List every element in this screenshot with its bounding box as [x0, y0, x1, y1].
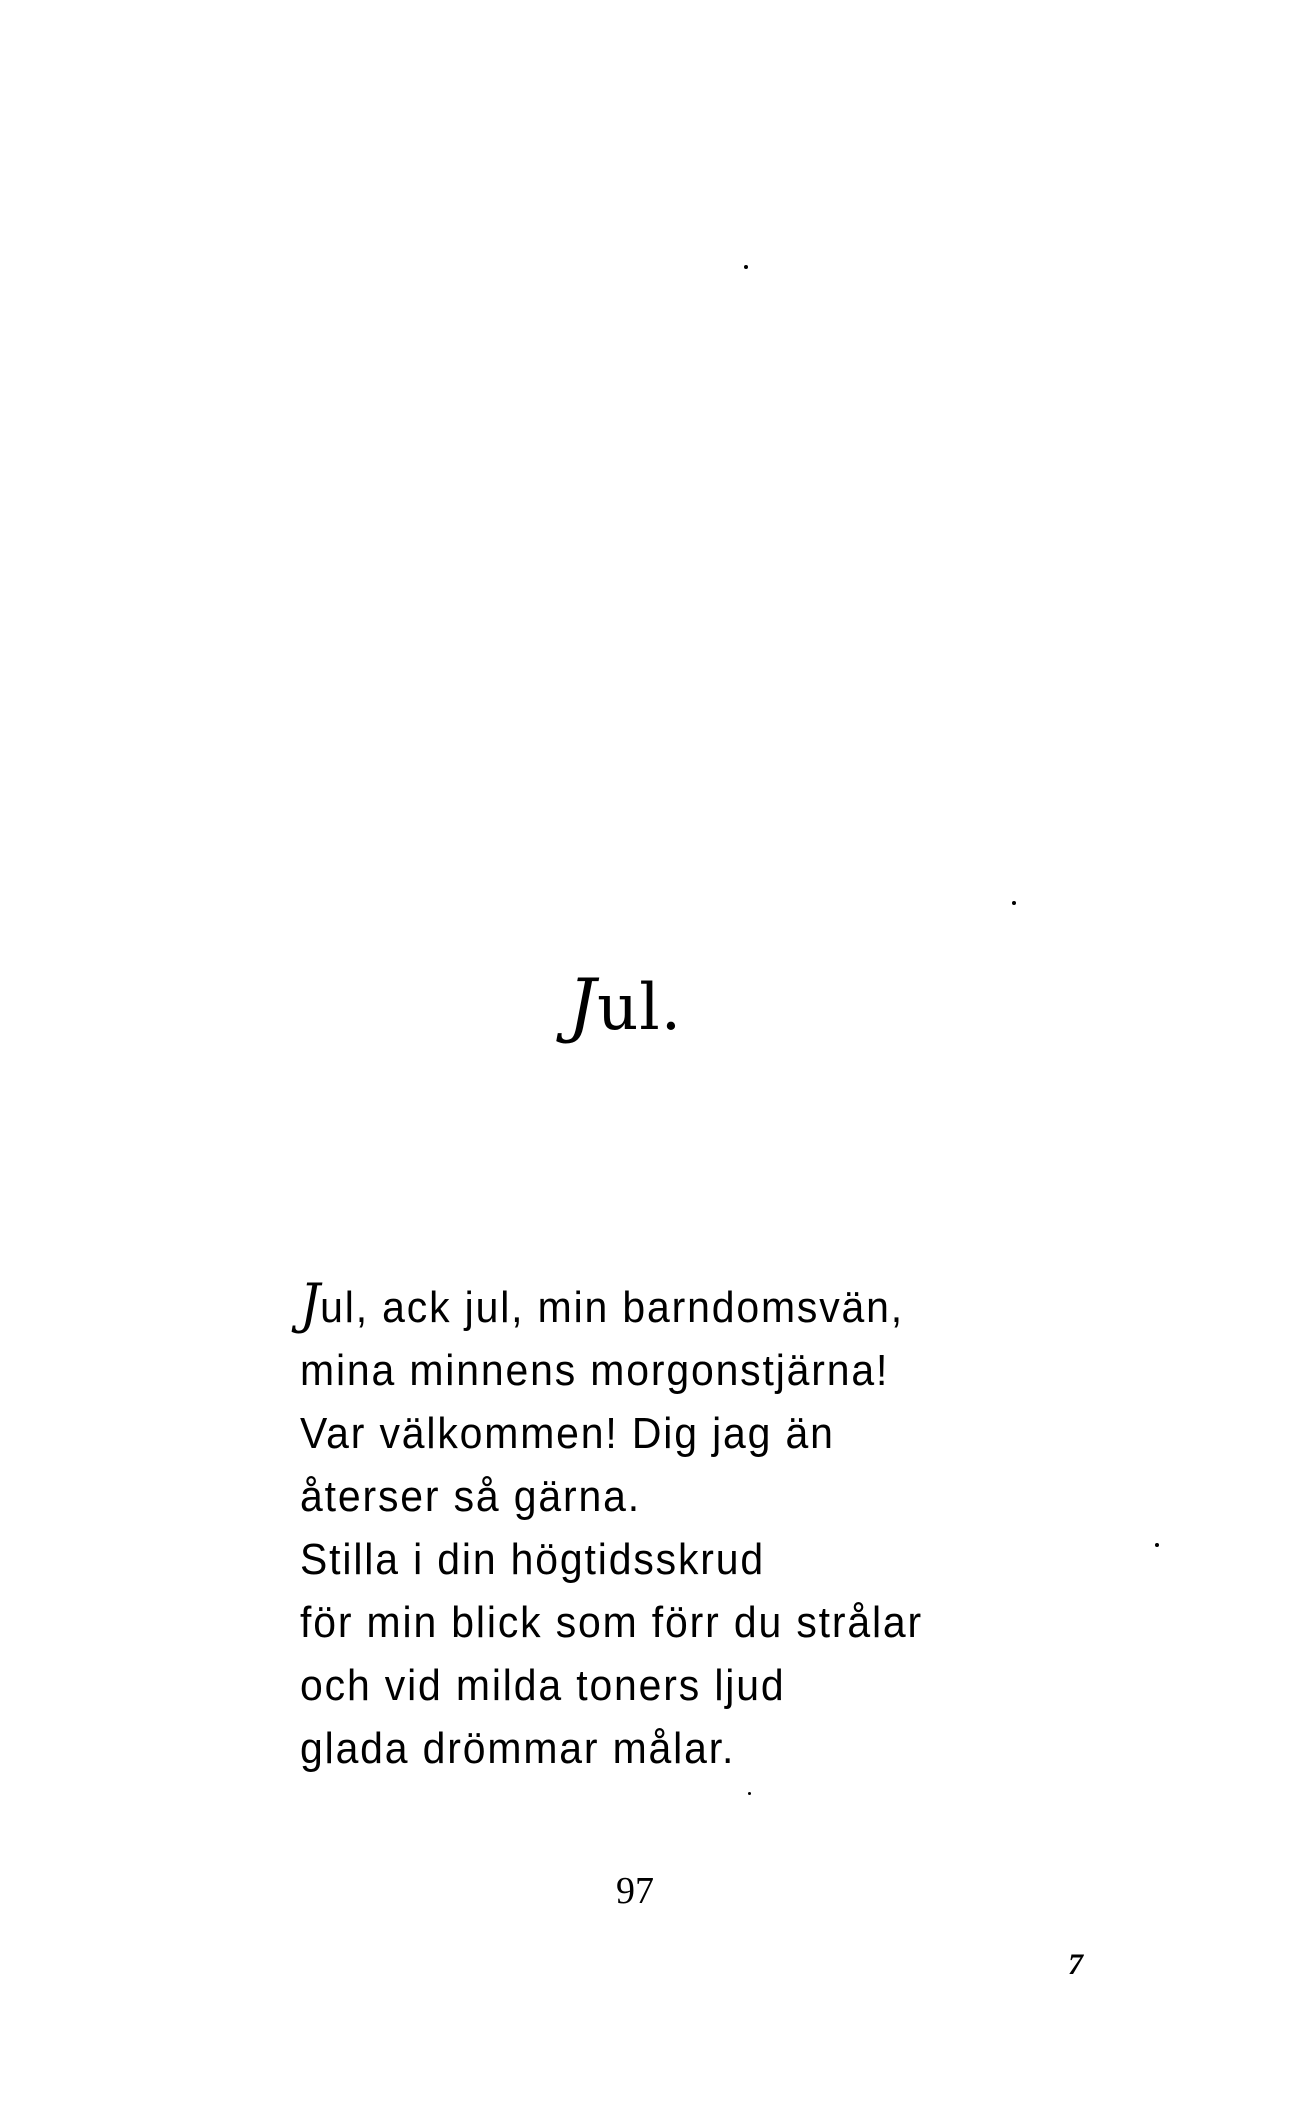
title-rest: ul.	[597, 971, 683, 1045]
poem-title	[568, 965, 682, 1048]
first-line-text: ul, ack jul, min barndomsvän,	[320, 1283, 905, 1332]
print-speck	[744, 265, 748, 269]
poem-line: återser så gärna.	[300, 1472, 641, 1521]
poem-line: och vid milda toners ljud	[300, 1661, 786, 1710]
page-number: 97	[616, 1870, 654, 1912]
poem-line: mina minnens morgonstjärna!	[300, 1346, 890, 1395]
title-initial: J	[568, 964, 598, 1046]
signature-mark: 7	[1068, 1948, 1083, 1981]
poem-line	[300, 1272, 1007, 1339]
drop-initial: J	[300, 1272, 321, 1335]
print-speck	[1012, 901, 1016, 905]
print-speck	[748, 1792, 751, 1795]
poem-line: glada drömmar målar.	[300, 1724, 736, 1773]
poem-stanza	[300, 1272, 1060, 1780]
poem-line: Stilla i din högtidsskrud	[300, 1535, 766, 1584]
poem-line: för min blick som förr du strålar	[300, 1598, 924, 1647]
poem-line: Var välkommen! Dig jag än	[300, 1409, 835, 1458]
print-speck	[1155, 1543, 1159, 1547]
